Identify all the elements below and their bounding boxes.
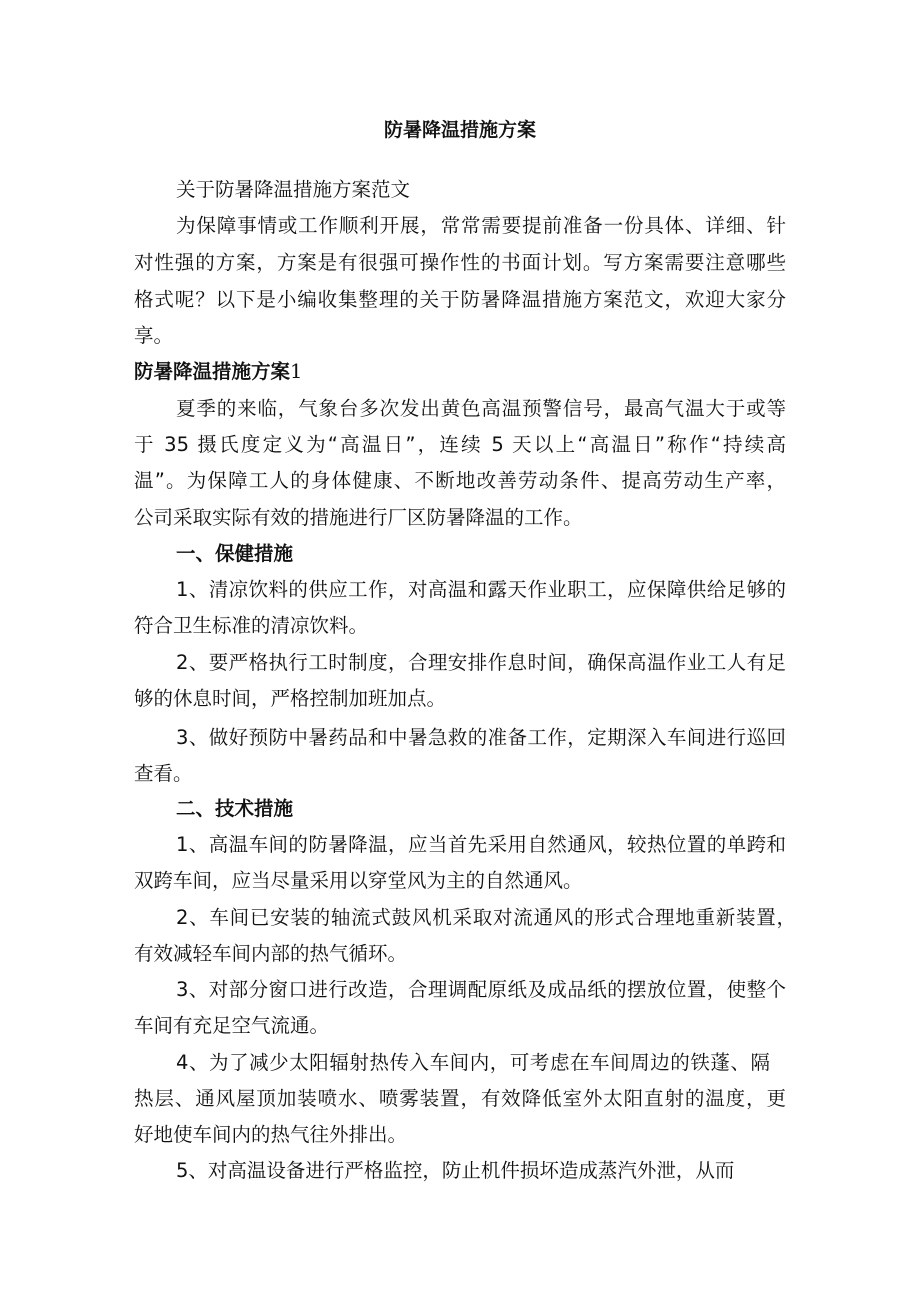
intro-line: 格式呢？以下是小编收集整理的关于防暑降温措施方案范文，欢迎大家分 — [134, 288, 786, 311]
tech-item-line: 2、车间已安装的轴流式鼓风机采取对流通风的形式合理地重新装置， — [176, 906, 796, 929]
health-item-line: 查看。 — [134, 762, 193, 785]
section1-line: 公司采取实际有效的措施进行厂区防暑降温的工作。 — [134, 506, 583, 529]
health-heading: 一、保健措施 — [176, 542, 294, 565]
section1-line: 温”。为保障工人的身体健康、不断地改善劳动条件、提高劳动生产率， — [134, 469, 786, 492]
health-item-line: 2、要严格执行工时制度，合理安排作息时间，确保高温作业工人有足 — [176, 651, 786, 674]
section1-line: 于 35 摄氏度定义为“高温日”，连续 5 天以上“高温日”称作“持续高 — [134, 433, 786, 456]
tech-item-line: 双跨车间，应当尽量采用以穿堂风为主的自然通风。 — [134, 869, 583, 892]
tech-item-line: 车间有充足空气流通。 — [134, 1014, 330, 1037]
section1-heading-number: 1 — [290, 360, 303, 383]
tech-item-line: 3、对部分窗口进行改造，合理调配原纸及成品纸的摆放位置，使整个 — [176, 978, 786, 1001]
tech-item-line: 热层、通风屋顶加装喷水、喷雾装置，有效降低室外太阳直射的温度，更 — [134, 1087, 786, 1110]
intro-line: 为保障事情或工作顺利开展，常常需要提前准备一份具体、详细、针 — [176, 214, 786, 237]
intro-line: 享。 — [134, 324, 174, 347]
document-title: 防暑降温措施方案 — [383, 119, 536, 141]
tech-item-line: 5、对高温设备进行严格监控，防止机件损坏造成蒸汽外泄，从而 — [176, 1159, 735, 1182]
tech-item-line: 有效减轻车间内部的热气循环。 — [134, 942, 408, 965]
section1-heading-text: 防暑降温措施方案 — [134, 360, 291, 383]
section1-line: 夏季的来临，气象台多次发出黄色高温预警信号，最高气温大于或等 — [176, 397, 786, 420]
section1-heading — [134, 359, 302, 385]
health-item-line: 够的休息时间，严格控制加班加点。 — [134, 687, 447, 710]
tech-item-line: 好地使车间内的热气往外排出。 — [134, 1123, 408, 1146]
tech-heading: 二、技术措施 — [176, 797, 294, 820]
tech-item-line: 4、为了减少太阳辐射热传入车间内，可考虑在车间周边的铁蓬、隔 — [176, 1051, 770, 1074]
tech-item-line: 1、高温车间的防暑降温，应当首先采用自然通风，较热位置的单跨和 — [176, 833, 786, 856]
intro-line: 对性强的方案，方案是有很强可操作性的书面计划。写方案需要注意哪些 — [134, 251, 786, 274]
health-item-line: 3、做好预防中暑药品和中暑急救的准备工作，定期深入车间进行巡回 — [176, 726, 786, 749]
health-item-line: 符合卫生标准的清凉饮料。 — [134, 614, 369, 637]
document-subtitle: 关于防暑降温措施方案范文 — [176, 178, 411, 201]
health-item-line: 1、清凉饮料的供应工作，对高温和露天作业职工，应保障供给足够的 — [176, 578, 786, 601]
